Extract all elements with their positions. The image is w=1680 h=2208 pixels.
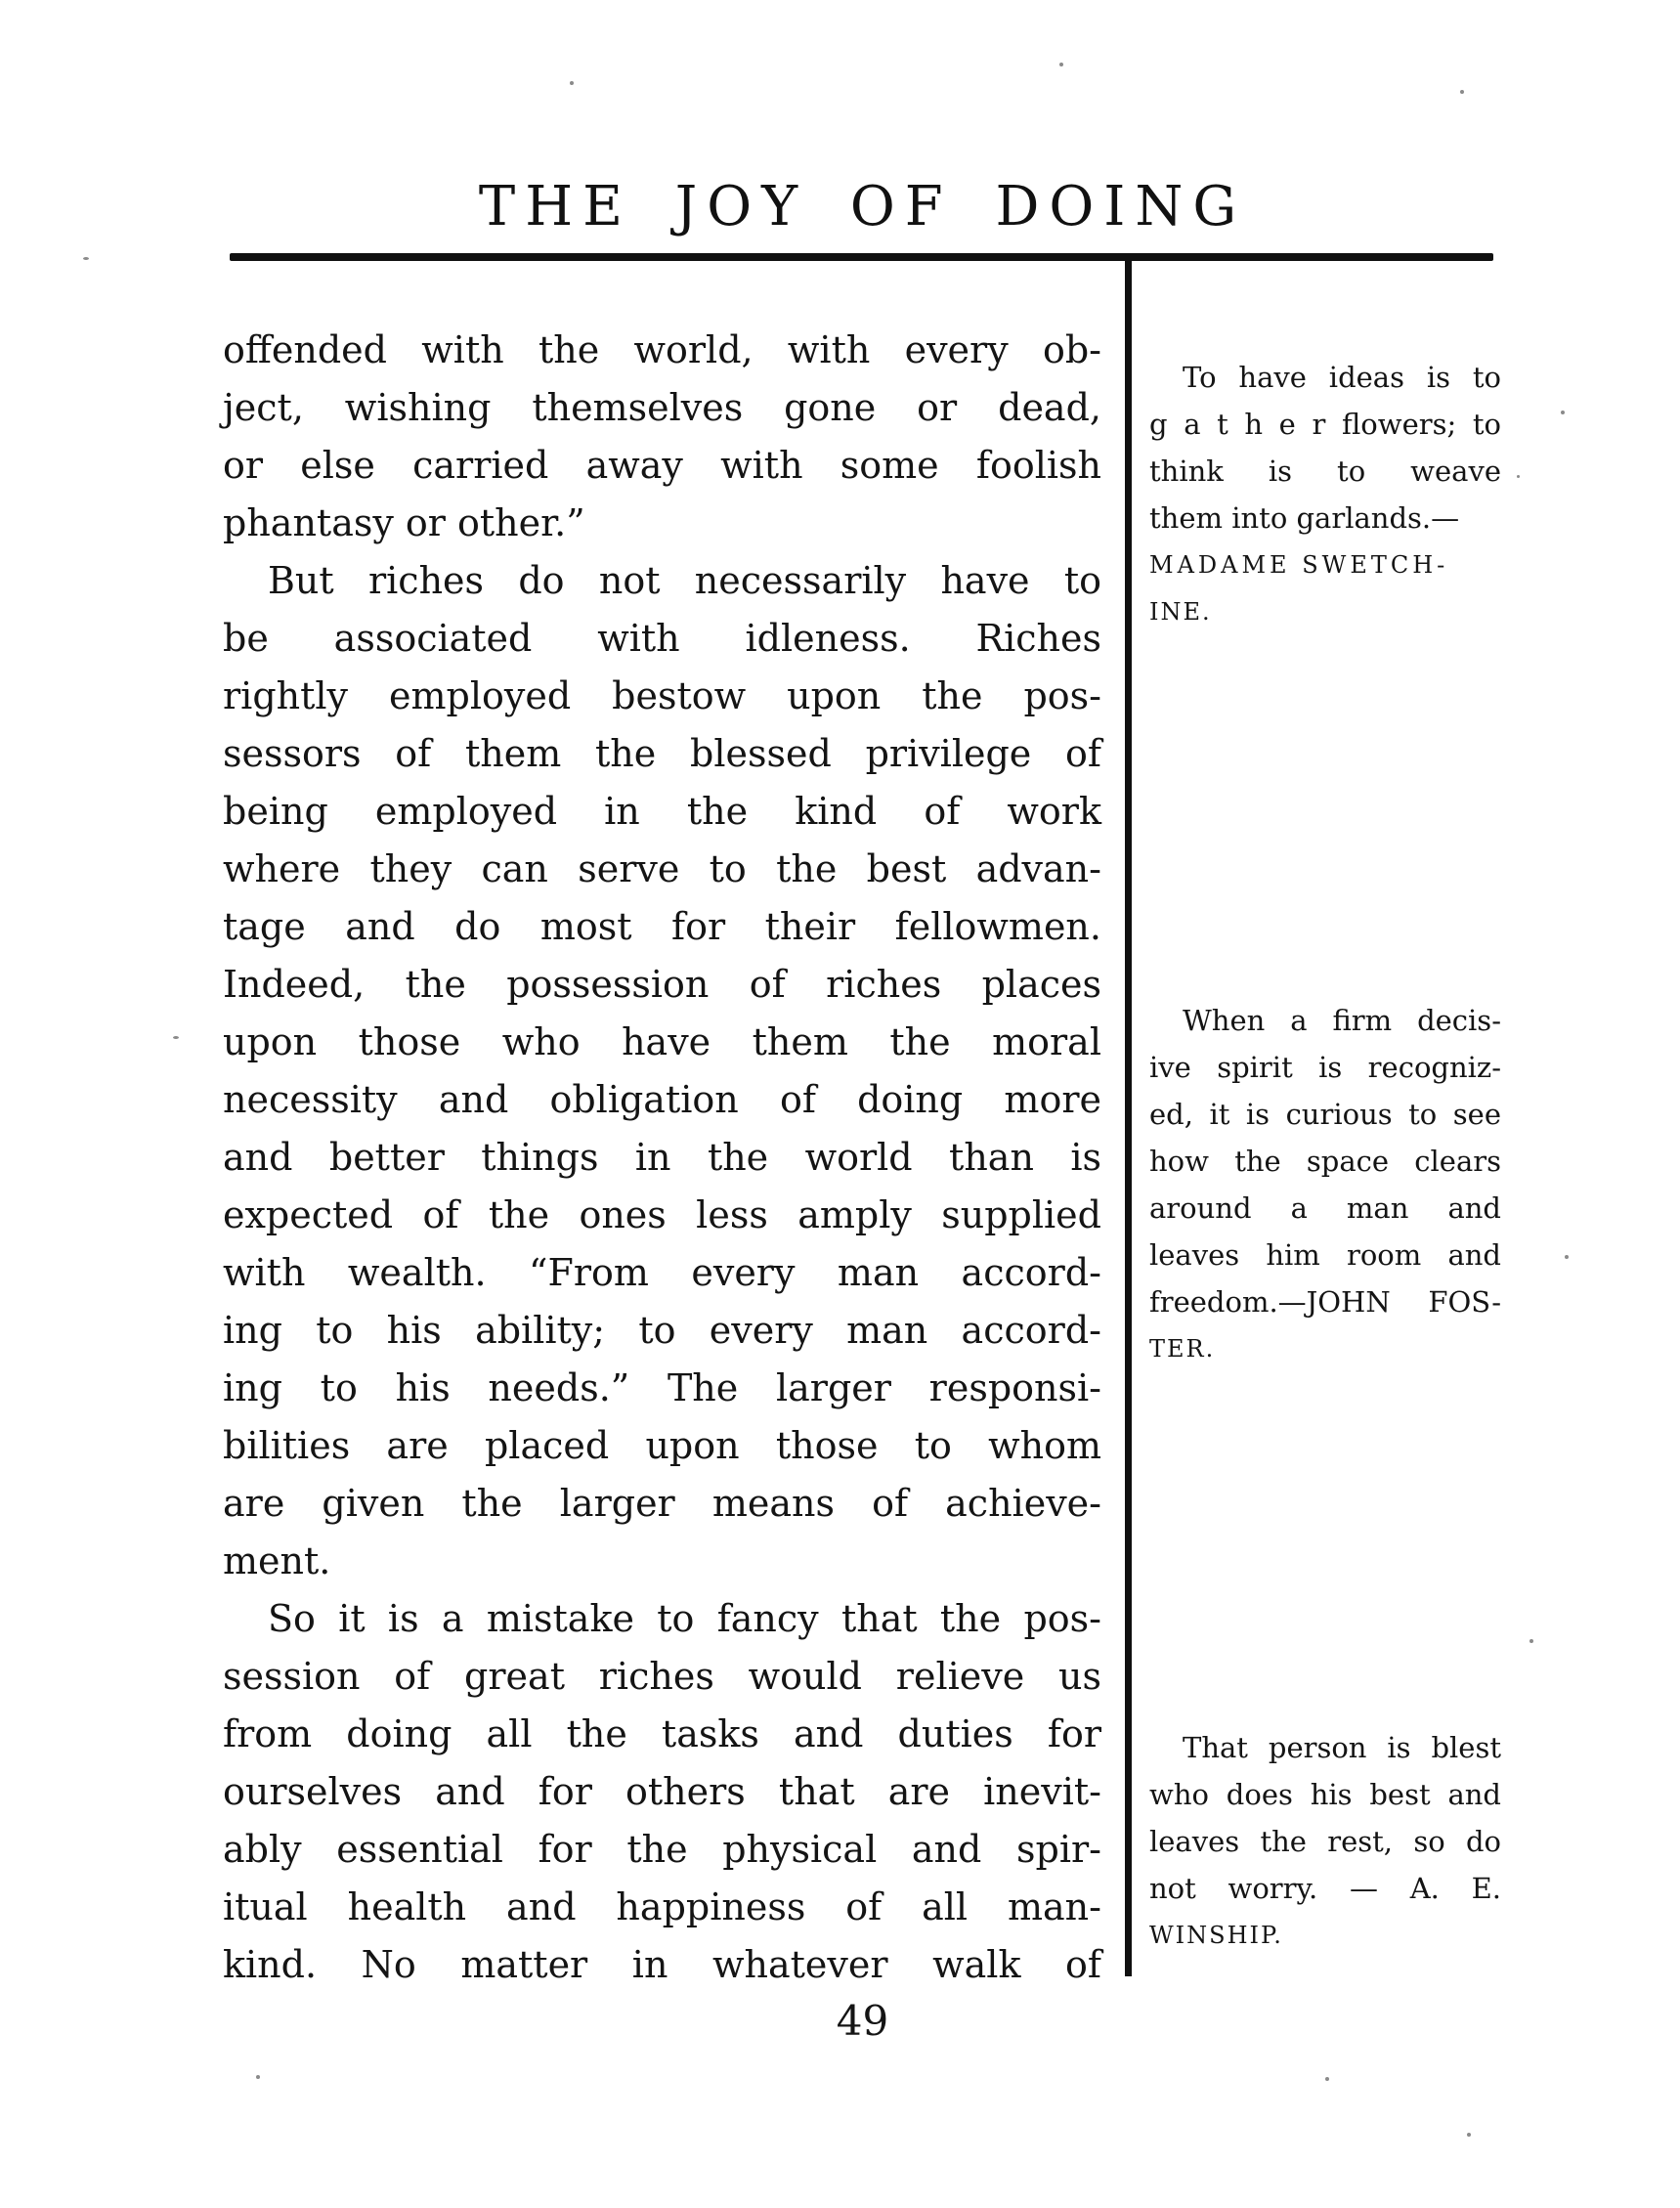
- quote-line: not worry. — A. E.: [1149, 1872, 1501, 1905]
- body-line: where they can serve to the best advan-: [223, 847, 1101, 890]
- quote-line: around a man and: [1149, 1191, 1501, 1225]
- body-line: rightly employed bestow upon the pos-: [223, 674, 1101, 717]
- page-number: 49: [836, 1997, 889, 2045]
- body-line: bilities are placed upon those to whom: [223, 1424, 1101, 1467]
- body-line: session of great riches would relieve us: [223, 1655, 1101, 1698]
- quote-line: freedom.—JOHN FOS-: [1149, 1285, 1501, 1319]
- body-line: with wealth. “From every man accord-: [223, 1251, 1101, 1294]
- body-line: be associated with idleness. Riches: [223, 617, 1101, 660]
- scan-speck: [570, 81, 574, 85]
- body-line: and better things in the world than is: [223, 1136, 1101, 1179]
- scan-speck: [1059, 63, 1063, 66]
- body-column: [223, 322, 1101, 1994]
- body-line: But riches do not necessarily have to: [268, 559, 1101, 602]
- body-line: tage and do most for their fellowmen.: [223, 905, 1101, 948]
- body-line: So it is a mistake to fancy that the pos-: [268, 1597, 1101, 1640]
- quote-attribution: INE.: [1149, 598, 1212, 626]
- quote-line: To have ideas is to: [1183, 361, 1501, 394]
- header-rule: [230, 253, 1493, 261]
- body-line: kind. No matter in whatever walk of: [223, 1943, 1101, 1986]
- quote-line: how the space clears: [1149, 1145, 1501, 1178]
- body-line: Indeed, the possession of riches places: [223, 963, 1101, 1006]
- body-line: from doing all the tasks and duties for: [223, 1712, 1101, 1755]
- quote-attribution: TER.: [1149, 1335, 1216, 1363]
- scan-speck: [256, 2075, 260, 2079]
- body-line: are given the larger means of achieve-: [223, 1482, 1101, 1525]
- body-line: itual health and happiness of all man-: [223, 1885, 1101, 1928]
- body-line: or else carried away with some foolish: [223, 444, 1101, 487]
- quote-line: who does his best and: [1149, 1778, 1501, 1811]
- scan-speck: [173, 1036, 179, 1039]
- quote-line: ive spirit is recogniz-: [1149, 1051, 1501, 1084]
- body-line: offended with the world, with every ob-: [223, 328, 1101, 371]
- quote-line: them into garlands.—: [1149, 501, 1460, 535]
- scan-speck: [83, 257, 89, 260]
- body-line: necessity and obligation of doing more: [223, 1078, 1101, 1121]
- quote-line: When a firm decis-: [1183, 1004, 1501, 1037]
- page-title: THE JOY OF DOING: [478, 175, 1247, 238]
- margin-quote-winship: [1149, 1724, 1501, 1959]
- body-line: ourselves and for others that are inevit-: [223, 1770, 1101, 1813]
- body-line: upon those who have them the moral: [223, 1020, 1101, 1063]
- body-line: expected of the ones less amply supplied: [223, 1193, 1101, 1236]
- scan-speck: [1325, 2077, 1329, 2081]
- quote-line: leaves him room and: [1149, 1238, 1501, 1272]
- quote-attribution: WINSHIP.: [1149, 1922, 1283, 1949]
- scan-speck: [1460, 90, 1464, 94]
- quote-line: g a t h e r flowers; to: [1149, 408, 1501, 441]
- column-divider: [1125, 255, 1132, 1976]
- margin-quote-swetchine: [1149, 354, 1501, 635]
- quote-line: think is to weave: [1149, 455, 1501, 488]
- scan-speck: [1561, 411, 1565, 414]
- quote-line: leaves the rest, so do: [1149, 1825, 1501, 1858]
- body-line: being employed in the kind of work: [223, 790, 1101, 833]
- quote-attribution: MADAME SWETCH-: [1149, 551, 1449, 579]
- quote-line: ed, it is curious to see: [1149, 1098, 1501, 1131]
- body-line: ably essential for the physical and spir-: [223, 1828, 1101, 1871]
- body-line: ing to his ability; to every man accord-: [223, 1309, 1101, 1352]
- quote-line: That person is blest: [1183, 1731, 1501, 1764]
- margin-quote-foster: [1149, 997, 1501, 1372]
- body-line: phantasy or other.”: [223, 501, 585, 544]
- scan-speck: [1529, 1639, 1533, 1643]
- body-line: ing to his needs.” The larger responsi-: [223, 1366, 1101, 1409]
- scan-speck: [1467, 2133, 1471, 2137]
- body-line: sessors of them the blessed privilege of: [223, 732, 1101, 775]
- body-line: ment.: [223, 1539, 331, 1582]
- scan-speck: [1565, 1255, 1569, 1259]
- body-line: ject, wishing themselves gone or dead,: [223, 386, 1101, 429]
- scan-speck: [1517, 475, 1520, 478]
